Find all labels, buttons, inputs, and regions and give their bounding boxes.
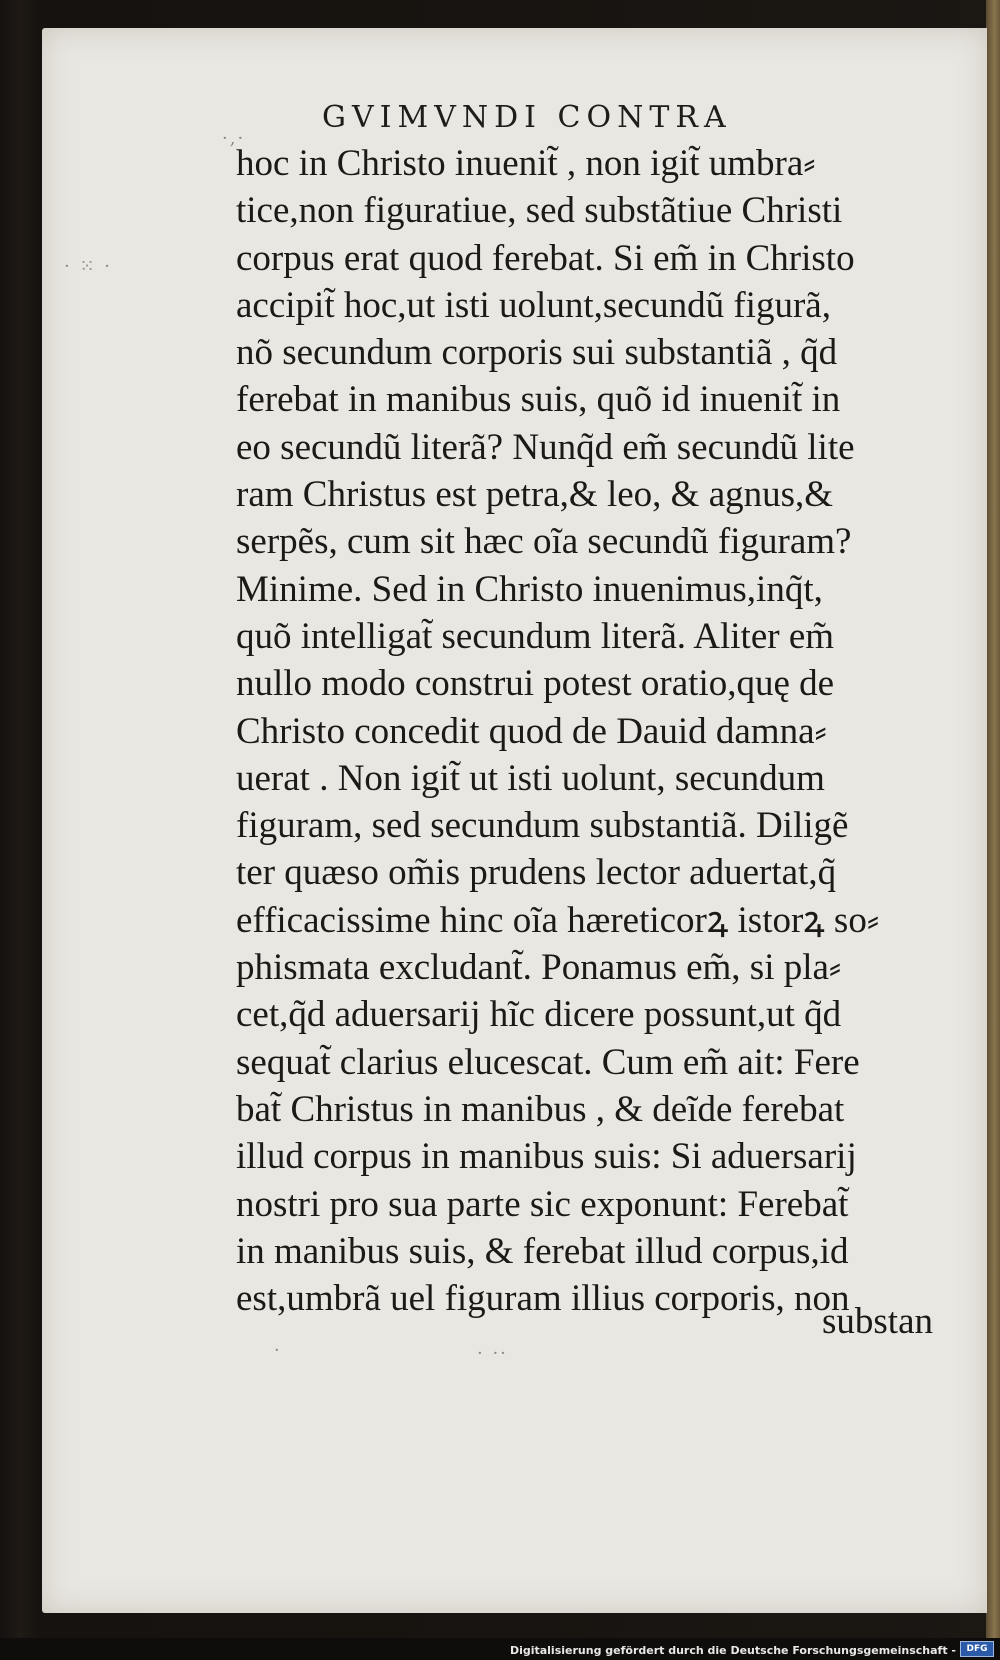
- running-head: GVIMVNDI CONTRA: [322, 100, 732, 135]
- text-line: efficacissime hinc oĩa hæreticorꝝ istorꝝ so⸗: [236, 899, 880, 941]
- page-stain-top: ·,·: [222, 128, 246, 149]
- page-stain-bottom-mid: · ··: [477, 1343, 508, 1364]
- text-line: ferebat in manibus suis, quõ id inuenit̃ in: [236, 379, 841, 421]
- text-line: cet,q̃d aduersarij hĩc dicere possunt,ut q̃d: [236, 994, 842, 1036]
- text-line: serpẽs, cum sit hæc oĩa secundũ figuram?: [236, 521, 852, 563]
- text-line: sequat̃ clarius elucescat. Cum em̃ ait: Fere: [236, 1041, 860, 1083]
- page-stain-left: · ⁙ ·: [64, 256, 112, 277]
- text-line: nullo modo construi potest oratio,quę de: [236, 663, 835, 705]
- text-line: in manibus suis, & ferebat illud corpus,id: [236, 1230, 849, 1272]
- text-line: corpus erat quod ferebat. Si em̃ in Christo: [236, 237, 855, 279]
- text-line: ter quæso om̃is prudens lector aduertat,q̃: [236, 852, 837, 894]
- text-line: phismata excludant̃. Ponamus em̃, si pla⸗: [236, 947, 842, 989]
- catchword: substan: [822, 1301, 933, 1342]
- text-line: tice,non figuratiue, sed substãtiue Christi: [236, 190, 843, 232]
- dfg-logo-icon: DFG: [960, 1641, 994, 1657]
- footer-bar: [0, 1638, 1000, 1660]
- text-line: est,umbrã uel figuram illius corporis, non: [236, 1278, 850, 1320]
- text-line: Christo concedit quod de Dauid damna⸗: [236, 710, 827, 752]
- text-line: accipit̃ hoc,ut isti uolunt,secundũ figurã,: [236, 284, 831, 326]
- text-line: eo secundũ literã? Nunq̃d em̃ secundũ lite: [236, 426, 855, 468]
- funding-credit: Digitalisierung gefördert durch die Deutsche Forschungsgemeinschaft -: [509, 1644, 956, 1657]
- text-line: Minime. Sed in Christo inuenimus,inq̃t,: [236, 568, 823, 610]
- text-line: bat̃ Christus in manibus , & deĩde ferebat: [236, 1088, 845, 1130]
- text-line: figuram, sed secundum substantiã. Diligẽ: [236, 805, 849, 847]
- text-line: nõ secundum corporis sui substantiã , q̃d: [236, 332, 838, 374]
- text-line: ram Christus est petra,& leo, & agnus,&: [236, 474, 834, 516]
- page-stain-bottom: ·: [274, 1340, 282, 1361]
- text-line: illud corpus in manibus suis: Si aduersarij: [236, 1136, 857, 1178]
- text-line: uerat . Non igit̃ ut isti uolunt, secundum: [236, 757, 825, 799]
- body-text: [236, 140, 956, 1322]
- text-line: nostri pro sua parte sic exponunt: Ferebat̃: [236, 1183, 849, 1225]
- text-line: hoc in Christo inuenit̃ , non igit̃ umbra⸗: [236, 143, 816, 184]
- book-binding-edge: [986, 0, 1000, 1640]
- text-line: quõ intelligat̃ secundum literã. Aliter em̃: [236, 615, 835, 657]
